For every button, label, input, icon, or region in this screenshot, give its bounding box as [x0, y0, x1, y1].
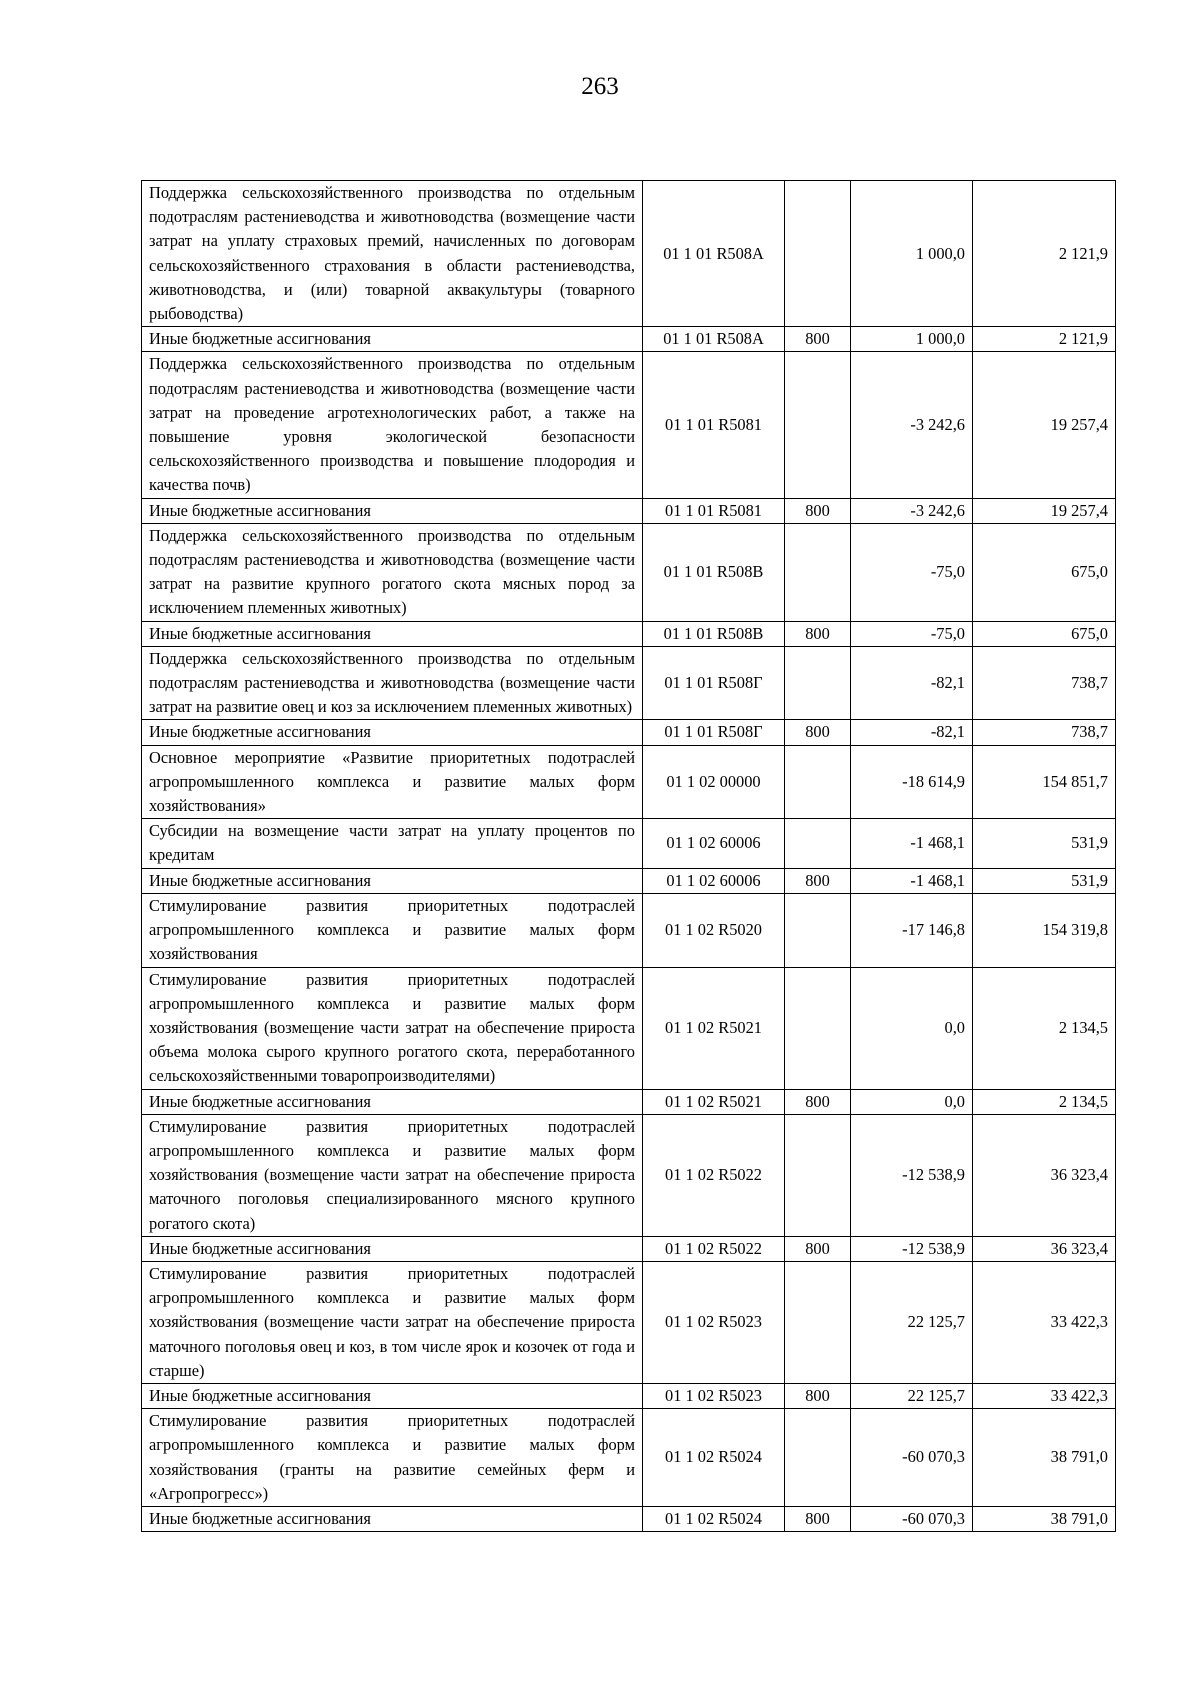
- amount-total: 2 134,5: [973, 967, 1116, 1089]
- expenditure-description: Стимулирование развития приоритетных подотраслей агропромышленного комплекса и развитие малых форм хозяйствования (возмещение части затрат на обеспечение прироста объема молока сырого крупного рогатого скота, переработанного сельскохозяйственными товаропроизводителями): [142, 967, 643, 1089]
- target-article-code: 01 1 02 R5021: [643, 967, 785, 1089]
- amount-change: -1 468,1: [851, 819, 973, 868]
- amount-total: 531,9: [973, 868, 1116, 893]
- table-row: [142, 720, 1116, 745]
- expense-type-code: 800: [785, 868, 851, 893]
- amount-change: -12 538,9: [851, 1114, 973, 1236]
- expenditure-description: Поддержка сельскохозяйственного производства по отдельным подотраслям растениеводства и животноводства (возмещение части затрат на уплату страховых премий, начисленных по договорам сельскохозяйственного страхования в области растениеводства, животноводства, и (или) товарной аквакультуры (товарного рыбоводства): [142, 181, 643, 327]
- expenditure-description: Иные бюджетные ассигнования: [142, 1089, 643, 1114]
- expenditure-description: Иные бюджетные ассигнования: [142, 621, 643, 646]
- amount-change: 1 000,0: [851, 327, 973, 352]
- expense-type-code: [785, 646, 851, 720]
- table-row: [142, 893, 1116, 967]
- page-number: 263: [581, 73, 619, 100]
- table-row: [142, 181, 1116, 327]
- amount-change: 1 000,0: [851, 181, 973, 327]
- table-row: [142, 327, 1116, 352]
- table-row: [142, 1236, 1116, 1261]
- target-article-code: 01 1 01 R508А: [643, 181, 785, 327]
- target-article-code: 01 1 02 60006: [643, 868, 785, 893]
- target-article-code: 01 1 01 R508Г: [643, 720, 785, 745]
- amount-change: -1 468,1: [851, 868, 973, 893]
- amount-total: 2 134,5: [973, 1089, 1116, 1114]
- amount-change: -75,0: [851, 621, 973, 646]
- amount-total: 36 323,4: [973, 1236, 1116, 1261]
- expense-type-code: [785, 893, 851, 967]
- table-row: [142, 745, 1116, 819]
- amount-total: 738,7: [973, 720, 1116, 745]
- target-article-code: 01 1 02 R5022: [643, 1114, 785, 1236]
- expense-type-code: [785, 1261, 851, 1383]
- amount-total: 19 257,4: [973, 498, 1116, 523]
- amount-total: 154 851,7: [973, 745, 1116, 819]
- target-article-code: 01 1 02 60006: [643, 819, 785, 868]
- expense-type-code: [785, 967, 851, 1089]
- amount-total: 19 257,4: [973, 352, 1116, 498]
- table-row: [142, 967, 1116, 1089]
- target-article-code: 01 1 01 R5081: [643, 352, 785, 498]
- target-article-code: 01 1 02 R5022: [643, 1236, 785, 1261]
- expense-type-code: 800: [785, 1089, 851, 1114]
- expenditure-description: Основное мероприятие «Развитие приоритетных подотраслей агропромышленного комплекса и развитие малых форм хозяйствования»: [142, 745, 643, 819]
- amount-total: 675,0: [973, 621, 1116, 646]
- expense-type-code: [785, 352, 851, 498]
- expenditure-description: Поддержка сельскохозяйственного производства по отдельным подотраслям растениеводства и животноводства (возмещение части затрат на проведение агротехнологических работ, а также на повышение уровня экологической безопасности сельскохозяйственного производства и повышение плодородия и качества почв): [142, 352, 643, 498]
- amount-total: 2 121,9: [973, 181, 1116, 327]
- table-row: [142, 1409, 1116, 1507]
- expense-type-code: [785, 1114, 851, 1236]
- expense-type-code: [785, 523, 851, 621]
- amount-change: -12 538,9: [851, 1236, 973, 1261]
- target-article-code: 01 1 01 R5081: [643, 498, 785, 523]
- amount-total: 675,0: [973, 523, 1116, 621]
- expenditure-description: Стимулирование развития приоритетных подотраслей агропромышленного комплекса и развитие малых форм хозяйствования (возмещение части затрат на обеспечение прироста маточного поголовья специализированного мясного крупного рогатого скота): [142, 1114, 643, 1236]
- budget-table-body: [142, 181, 1116, 1532]
- amount-change: -60 070,3: [851, 1506, 973, 1531]
- amount-change: -18 614,9: [851, 745, 973, 819]
- table-row: [142, 621, 1116, 646]
- amount-total: 531,9: [973, 819, 1116, 868]
- target-article-code: 01 1 01 R508В: [643, 621, 785, 646]
- expense-type-code: [785, 819, 851, 868]
- amount-total: 2 121,9: [973, 327, 1116, 352]
- target-article-code: 01 1 02 R5020: [643, 893, 785, 967]
- expense-type-code: 800: [785, 1506, 851, 1531]
- amount-total: 738,7: [973, 646, 1116, 720]
- expenditure-description: Поддержка сельскохозяйственного производства по отдельным подотраслям растениеводства и животноводства (возмещение части затрат на развитие крупного рогатого скота мясных пород за исключением племенных животных): [142, 523, 643, 621]
- table-row: [142, 1506, 1116, 1531]
- table-row: [142, 1261, 1116, 1383]
- target-article-code: 01 1 02 R5023: [643, 1383, 785, 1408]
- expense-type-code: 800: [785, 1383, 851, 1408]
- expenditure-description: Стимулирование развития приоритетных подотраслей агропромышленного комплекса и развитие малых форм хозяйствования (гранты на развитие семейных ферм и «Агропрогресс»): [142, 1409, 643, 1507]
- table-row: [142, 868, 1116, 893]
- expenditure-description: Поддержка сельскохозяйственного производства по отдельным подотраслям растениеводства и животноводства (возмещение части затрат на развитие овец и коз за исключением племенных животных): [142, 646, 643, 720]
- target-article-code: 01 1 01 R508Г: [643, 646, 785, 720]
- expense-type-code: 800: [785, 720, 851, 745]
- expenditure-description: Иные бюджетные ассигнования: [142, 1236, 643, 1261]
- table-row: [142, 523, 1116, 621]
- target-article-code: 01 1 02 R5021: [643, 1089, 785, 1114]
- target-article-code: 01 1 02 R5024: [643, 1506, 785, 1531]
- expenditure-description: Иные бюджетные ассигнования: [142, 868, 643, 893]
- table-row: [142, 646, 1116, 720]
- target-article-code: 01 1 01 R508В: [643, 523, 785, 621]
- amount-change: 0,0: [851, 967, 973, 1089]
- expense-type-code: 800: [785, 498, 851, 523]
- expenditure-description: Иные бюджетные ассигнования: [142, 498, 643, 523]
- expenditure-description: Стимулирование развития приоритетных подотраслей агропромышленного комплекса и развитие малых форм хозяйствования: [142, 893, 643, 967]
- table-row: [142, 498, 1116, 523]
- expense-type-code: [785, 1409, 851, 1507]
- amount-change: -17 146,8: [851, 893, 973, 967]
- target-article-code: 01 1 02 R5024: [643, 1409, 785, 1507]
- expense-type-code: 800: [785, 1236, 851, 1261]
- amount-change: 22 125,7: [851, 1383, 973, 1408]
- expenditure-description: Иные бюджетные ассигнования: [142, 720, 643, 745]
- amount-total: 33 422,3: [973, 1383, 1116, 1408]
- expenditure-description: Субсидии на возмещение части затрат на уплату процентов по кредитам: [142, 819, 643, 868]
- amount-change: 0,0: [851, 1089, 973, 1114]
- expenditure-description: Стимулирование развития приоритетных подотраслей агропромышленного комплекса и развитие малых форм хозяйствования (возмещение части затрат на обеспечение прироста маточного поголовья овец и коз, в том числе ярок и козочек от года и старше): [142, 1261, 643, 1383]
- table-row: [142, 1089, 1116, 1114]
- amount-change: -3 242,6: [851, 352, 973, 498]
- expense-type-code: 800: [785, 621, 851, 646]
- expenditure-description: Иные бюджетные ассигнования: [142, 327, 643, 352]
- amount-change: -82,1: [851, 646, 973, 720]
- expenditure-description: Иные бюджетные ассигнования: [142, 1383, 643, 1408]
- amount-total: 33 422,3: [973, 1261, 1116, 1383]
- amount-change: 22 125,7: [851, 1261, 973, 1383]
- table-row: [142, 819, 1116, 868]
- amount-change: -60 070,3: [851, 1409, 973, 1507]
- amount-change: -3 242,6: [851, 498, 973, 523]
- expenditure-description: Иные бюджетные ассигнования: [142, 1506, 643, 1531]
- table-row: [142, 1383, 1116, 1408]
- amount-total: 38 791,0: [973, 1409, 1116, 1507]
- budget-table: [141, 180, 1116, 1532]
- expense-type-code: [785, 745, 851, 819]
- table-row: [142, 1114, 1116, 1236]
- target-article-code: 01 1 01 R508А: [643, 327, 785, 352]
- amount-change: -75,0: [851, 523, 973, 621]
- amount-change: -82,1: [851, 720, 973, 745]
- target-article-code: 01 1 02 R5023: [643, 1261, 785, 1383]
- amount-total: 38 791,0: [973, 1506, 1116, 1531]
- table-row: [142, 352, 1116, 498]
- expense-type-code: 800: [785, 327, 851, 352]
- amount-total: 154 319,8: [973, 893, 1116, 967]
- target-article-code: 01 1 02 00000: [643, 745, 785, 819]
- amount-total: 36 323,4: [973, 1114, 1116, 1236]
- expense-type-code: [785, 181, 851, 327]
